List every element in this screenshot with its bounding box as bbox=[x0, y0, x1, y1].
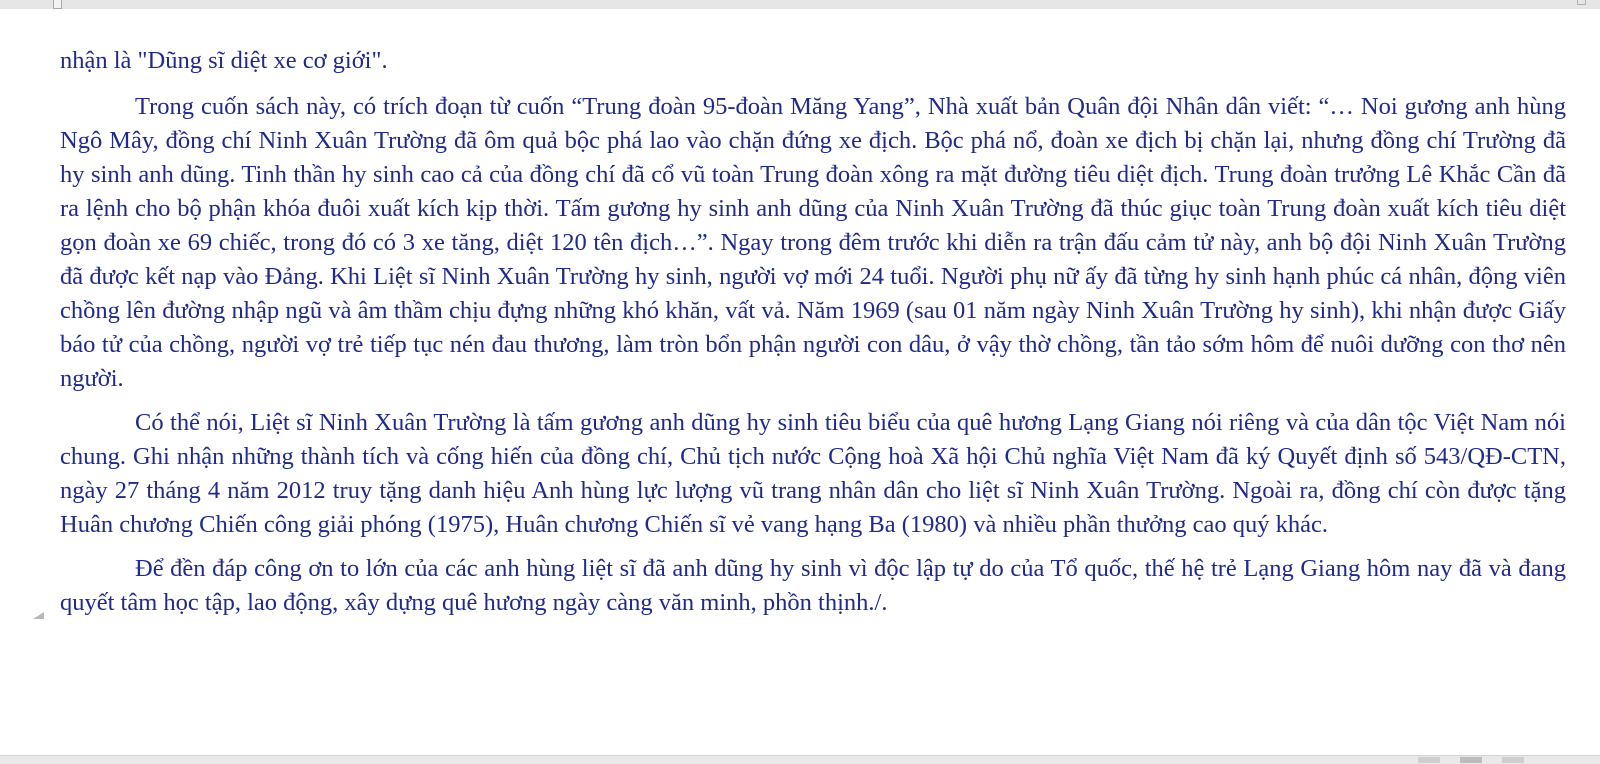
ruler-end-marker-icon bbox=[1577, 0, 1586, 5]
paragraph-conclusion[interactable]: Để đền đáp công ơn to lớn của các anh hùng liệt sĩ đã anh dũng hy sinh vì độc lập tự do của Tổ quốc, thế hệ trẻ Lạng Giang hôm nay đã và đang quyết tâm học tập, lao động, xây dựng quê hương ngày càng văn minh, phồn thịnh./. bbox=[60, 555, 1566, 616]
indent-marker-icon[interactable] bbox=[53, 0, 62, 9]
view-layout-button[interactable] bbox=[1418, 757, 1440, 763]
paragraph-recognition[interactable]: Có thể nói, Liệt sĩ Ninh Xuân Trường là tấm gương anh dũng hy sinh tiêu biểu của quê hương Lạng Giang nói riêng và của dân tộc Việt Nam nói chung. Ghi nhận những thành tích và cống hiến của đồng chí, Chủ tịch nước Cộng hoà Xã hội Chủ nghĩa Việt Nam đã ký Quyết định số 543/QĐ-CTN, ngày 27 tháng 4 năm 2012 truy tặng danh hiệu Anh hùng lực lượng vũ trang nhân dân cho liệt sĩ Ninh Xuân Trường. Ngoài ra, đồng chí còn được tặng Huân chương Chiến công giải phóng (1975), Huân chương Chiến sĩ vẻ vang hạng Ba (1980) và nhiều phần thưởng cao quý khác. bbox=[60, 409, 1566, 538]
document-page bbox=[60, 44, 1566, 630]
print-layout-button[interactable] bbox=[1460, 757, 1482, 763]
web-layout-button[interactable] bbox=[1502, 757, 1524, 763]
paragraph-continuation[interactable]: nhận là "Dũng sĩ diệt xe cơ giới". bbox=[60, 47, 388, 74]
paragraph-book-excerpt[interactable]: Trong cuốn sách này, có trích đoạn từ cuốn “Trung đoàn 95-đoàn Măng Yang”, Nhà xuất bản Quân đội Nhân dân viết: “… Noi gương anh hùng Ngô Mây, đồng chí Ninh Xuân Trường đã ôm quả bộc phá lao vào chặn đứng xe địch. Bộc phá nổ, đoàn xe địch bị chặn lại, nhưng đồng chí Trường đã hy sinh anh dũng. Tinh thần hy sinh cao cả của đồng chí đã cổ vũ toàn Trung đoàn xông ra mặt đường tiêu diệt địch. Trung đoàn trưởng Lê Khắc Cần đã ra lệnh cho bộ phận khóa đuôi xuất kích kịp thời. Tấm gương hy sinh anh dũng của Ninh Xuân Trường đã thúc giục toàn Trung đoàn xuất kích tiêu diệt gọn đoàn xe 69 chiếc, trong đó có 3 xe tăng, diệt 120 tên địch…”. Ngay trong đêm trước khi diễn ra trận đấu cảm tử này, anh bộ đội Ninh Xuân Trường đã được kết nạp vào Đảng. Khi Liệt sĩ Ninh Xuân Trường hy sinh, người vợ mới 24 tuổi. Người phụ nữ ấy đã từng hy sinh hạnh phúc cá nhân, động viên chồng lên đường nhập ngũ và âm thầm chịu đựng những khó khăn, vất vả. Năm 1969 (sau 01 năm ngày Ninh Xuân Trường hy sinh), khi nhận được Giấy báo tử của chồng, người vợ trẻ tiếp tục nén đau thương, làm tròn bổn phận người con dâu, ở vậy thờ chồng, tần tảo sớm hôm để nuôi dưỡng con thơ nên người. bbox=[60, 93, 1566, 392]
top-ruler-bar bbox=[0, 0, 1600, 9]
triangle-left-icon bbox=[33, 612, 44, 619]
